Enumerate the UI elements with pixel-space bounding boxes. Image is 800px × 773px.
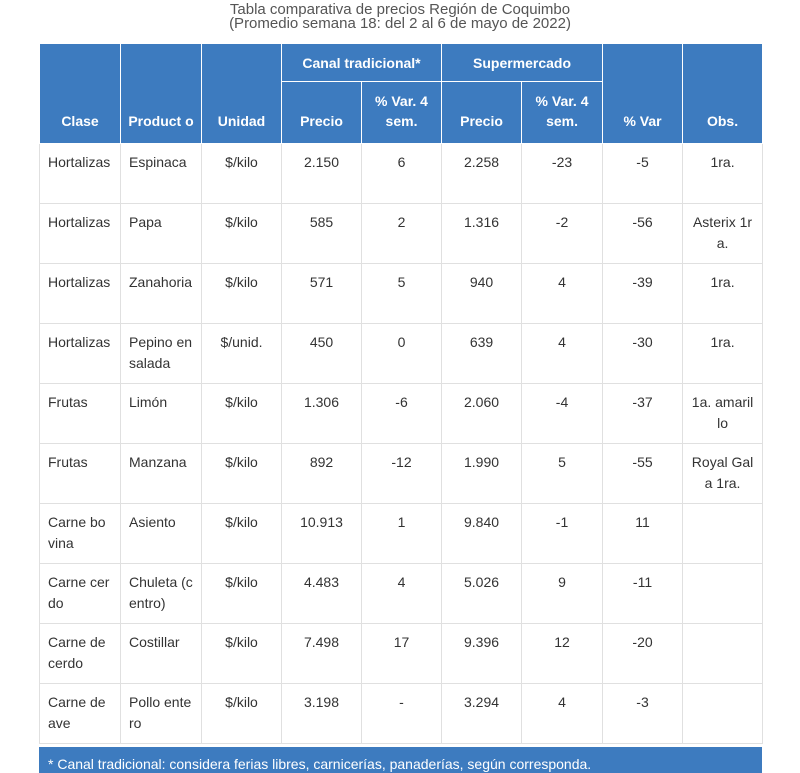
cell-sm-precio: 1.316: [442, 204, 522, 264]
cell-sm-precio: 940: [442, 264, 522, 324]
table-row: [40, 624, 763, 684]
cell-ct-precio: 1.306: [282, 384, 362, 444]
header-producto: Product o: [121, 44, 202, 144]
cell-obs: [683, 624, 763, 684]
cell-ct-precio: 571: [282, 264, 362, 324]
cell-sm-var4: -1: [522, 504, 603, 564]
cell-ct-var4: -12: [362, 444, 442, 504]
cell-var: -55: [603, 444, 683, 504]
table-row: [40, 564, 763, 624]
cell-obs: Royal Gala 1ra.: [683, 444, 763, 504]
cell-ct-var4: -: [362, 684, 442, 744]
cell-clase: Frutas: [40, 384, 121, 444]
cell-unidad: $/kilo: [202, 264, 282, 324]
cell-producto: Papa: [121, 204, 202, 264]
cell-clase: Carne cerdo: [40, 564, 121, 624]
table-row: [40, 504, 763, 564]
price-comparison-table: [39, 43, 763, 744]
table-row: [40, 324, 763, 384]
cell-producto: Pepino ensalada: [121, 324, 202, 384]
cell-producto: Asiento: [121, 504, 202, 564]
cell-ct-var4: 5: [362, 264, 442, 324]
cell-producto: Chuleta (centro): [121, 564, 202, 624]
cell-ct-precio: 892: [282, 444, 362, 504]
cell-ct-precio: 7.498: [282, 624, 362, 684]
cell-sm-var4: -4: [522, 384, 603, 444]
cell-sm-precio: 2.060: [442, 384, 522, 444]
table-row: [40, 684, 763, 744]
table-title: [0, 0, 800, 40]
cell-ct-precio: 2.150: [282, 144, 362, 204]
header-sm-var4: % Var. 4 sem.: [522, 82, 603, 144]
cell-sm-precio: 3.294: [442, 684, 522, 744]
table-row: [40, 204, 763, 264]
header-canal-tradicional: Canal tradicional*: [282, 44, 442, 82]
cell-ct-var4: 1: [362, 504, 442, 564]
header-supermercado: Supermercado: [442, 44, 603, 82]
cell-obs: 1ra.: [683, 324, 763, 384]
cell-var: -5: [603, 144, 683, 204]
header-var: % Var: [603, 44, 683, 144]
cell-unidad: $/kilo: [202, 624, 282, 684]
cell-producto: Espinaca: [121, 144, 202, 204]
cell-sm-var4: 4: [522, 324, 603, 384]
cell-sm-var4: -23: [522, 144, 603, 204]
cell-clase: Hortalizas: [40, 264, 121, 324]
cell-sm-precio: 5.026: [442, 564, 522, 624]
cell-sm-var4: 4: [522, 684, 603, 744]
cell-sm-precio: 9.396: [442, 624, 522, 684]
cell-unidad: $/kilo: [202, 684, 282, 744]
cell-sm-precio: 1.990: [442, 444, 522, 504]
header-ct-precio: Precio: [282, 82, 362, 144]
cell-ct-var4: 2: [362, 204, 442, 264]
cell-var: -20: [603, 624, 683, 684]
cell-sm-precio: 9.840: [442, 504, 522, 564]
cell-var: -11: [603, 564, 683, 624]
cell-sm-var4: -2: [522, 204, 603, 264]
cell-clase: Carne de ave: [40, 684, 121, 744]
cell-obs: [683, 684, 763, 744]
cell-ct-var4: 6: [362, 144, 442, 204]
cell-ct-precio: 450: [282, 324, 362, 384]
cell-obs: [683, 564, 763, 624]
cell-clase: Hortalizas: [40, 144, 121, 204]
cell-ct-precio: 4.483: [282, 564, 362, 624]
footnote: * Canal tradicional: considera ferias libres, carnicerías, panaderías, según corresponda.: [39, 747, 762, 773]
cell-obs: 1a. amarillo: [683, 384, 763, 444]
cell-ct-precio: 10.913: [282, 504, 362, 564]
header-unidad: Unidad: [202, 44, 282, 144]
cell-clase: Carne bovina: [40, 504, 121, 564]
cell-var: -56: [603, 204, 683, 264]
cell-producto: Zanahoria: [121, 264, 202, 324]
title-subtitle: (Promedio semana 18: del 2 al 6 de mayo de 2022): [229, 15, 571, 32]
cell-ct-var4: 0: [362, 324, 442, 384]
cell-clase: Hortalizas: [40, 324, 121, 384]
header-clase: Clase: [40, 44, 121, 144]
cell-ct-var4: 4: [362, 564, 442, 624]
header-obs: Obs.: [683, 44, 763, 144]
cell-unidad: $/kilo: [202, 144, 282, 204]
cell-var: -37: [603, 384, 683, 444]
cell-unidad: $/kilo: [202, 204, 282, 264]
cell-unidad: $/kilo: [202, 444, 282, 504]
table-row: [40, 384, 763, 444]
cell-sm-var4: 12: [522, 624, 603, 684]
cell-unidad: $/unid.: [202, 324, 282, 384]
cell-var: 11: [603, 504, 683, 564]
header-ct-var4: % Var. 4 sem.: [362, 82, 442, 144]
cell-sm-precio: 2.258: [442, 144, 522, 204]
title-main: Tabla comparativa de precios Región de Coquimbo: [229, 1, 571, 18]
cell-var: -39: [603, 264, 683, 324]
cell-sm-var4: 5: [522, 444, 603, 504]
cell-clase: Carne de cerdo: [40, 624, 121, 684]
table-row: [40, 444, 763, 504]
table-row: [40, 264, 763, 324]
cell-var: -30: [603, 324, 683, 384]
cell-clase: Frutas: [40, 444, 121, 504]
cell-obs: Asterix 1ra.: [683, 204, 763, 264]
cell-ct-var4: 17: [362, 624, 442, 684]
cell-unidad: $/kilo: [202, 564, 282, 624]
cell-unidad: $/kilo: [202, 504, 282, 564]
table-row: [40, 144, 763, 204]
cell-producto: Pollo entero: [121, 684, 202, 744]
cell-clase: Hortalizas: [40, 204, 121, 264]
cell-sm-var4: 4: [522, 264, 603, 324]
cell-sm-precio: 639: [442, 324, 522, 384]
header-sm-precio: Precio: [442, 82, 522, 144]
cell-sm-var4: 9: [522, 564, 603, 624]
cell-obs: 1ra.: [683, 144, 763, 204]
cell-obs: 1ra.: [683, 264, 763, 324]
cell-ct-var4: -6: [362, 384, 442, 444]
cell-producto: Limón: [121, 384, 202, 444]
cell-obs: [683, 504, 763, 564]
cell-producto: Costillar: [121, 624, 202, 684]
cell-ct-precio: 3.198: [282, 684, 362, 744]
cell-ct-precio: 585: [282, 204, 362, 264]
cell-unidad: $/kilo: [202, 384, 282, 444]
cell-var: -3: [603, 684, 683, 744]
cell-producto: Manzana: [121, 444, 202, 504]
